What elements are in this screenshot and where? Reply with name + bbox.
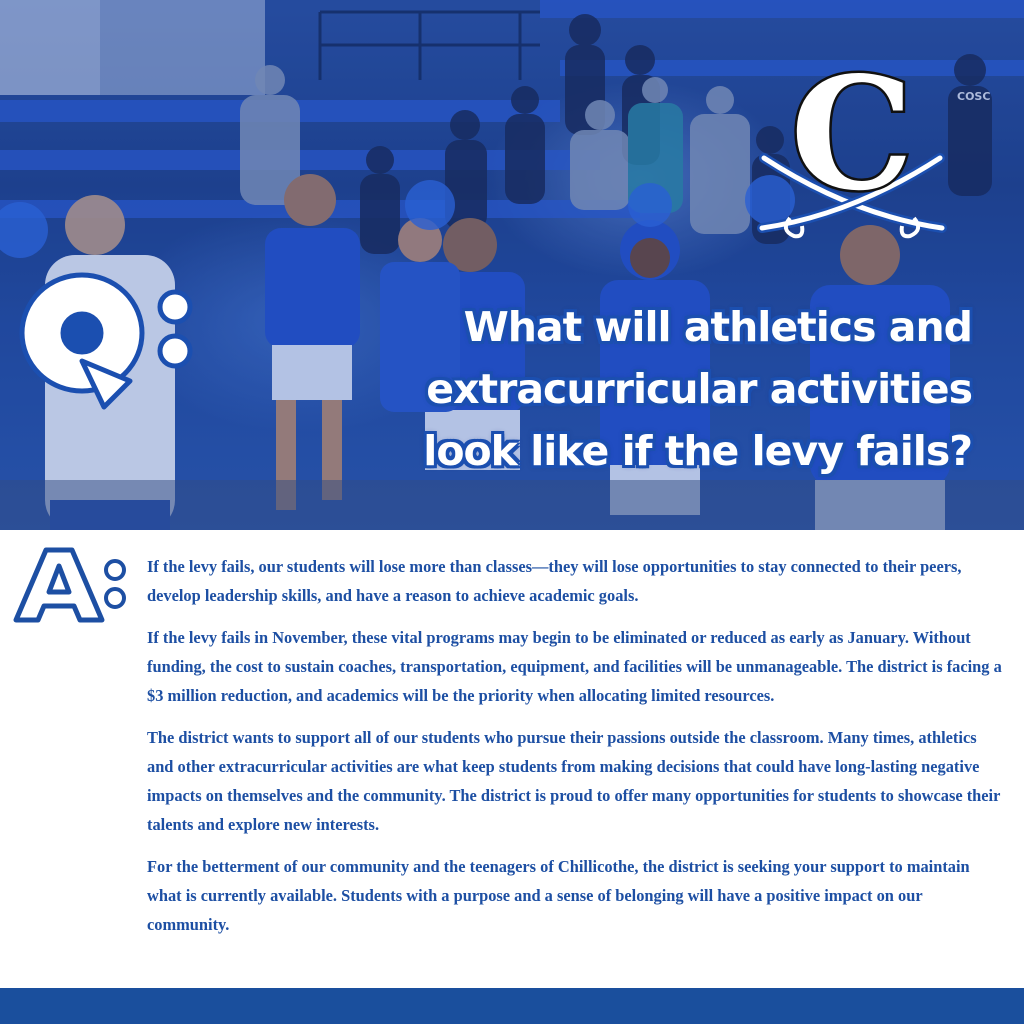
question-line: What will athletics and xyxy=(463,303,972,351)
question-badge xyxy=(12,265,197,415)
answer-paragraph: For the betterment of our community and the teenagers of Chillicothe, the district is seeking your support to maintain what is currently available. Students with a purpose and a sense of belonging will have a positive impact on our community. xyxy=(147,857,970,934)
school-logo xyxy=(752,40,952,250)
colon-icon xyxy=(106,561,124,607)
q-letter-icon xyxy=(22,275,142,407)
answer-paragraph: If the levy fails, our students will lose more than classes—they will lose opportunities to stay connected to their peers, develop leadership skills, and have a reason to achieve academic goals. xyxy=(147,557,962,605)
school-logo-letter: C xyxy=(790,42,914,225)
question-line: look like if the levy fails? xyxy=(423,427,972,475)
answer-body xyxy=(147,552,1007,952)
answer-badge xyxy=(12,546,130,626)
answer-paragraph: If the levy fails in November, these vital programs may begin to be eliminated or reduced as early as January. Without funding, the cost to sustain coaches, transportation, equipment, and facilities will be unmanageable. The district is facing a $3 million reduction, and academics will be the priority when allocating limited resources. xyxy=(147,628,1002,705)
footer-bar xyxy=(0,988,1024,1024)
answer-paragraph: The district wants to support all of our students who pursue their passions outside the classroom. Many times, athletics and other extracurricular activities are what keep students from making decisions that could have long-lasting negative impacts on themselves and the community. The district is proud to offer many opportunities for students to showcase their talents and explore new interests. xyxy=(147,728,1001,834)
crowd-shirt-text: COSC xyxy=(957,90,991,103)
a-letter-icon xyxy=(16,550,102,620)
colon-icon xyxy=(160,292,190,366)
question-line: extracurricular activities xyxy=(426,365,972,413)
question-headline xyxy=(232,296,972,482)
